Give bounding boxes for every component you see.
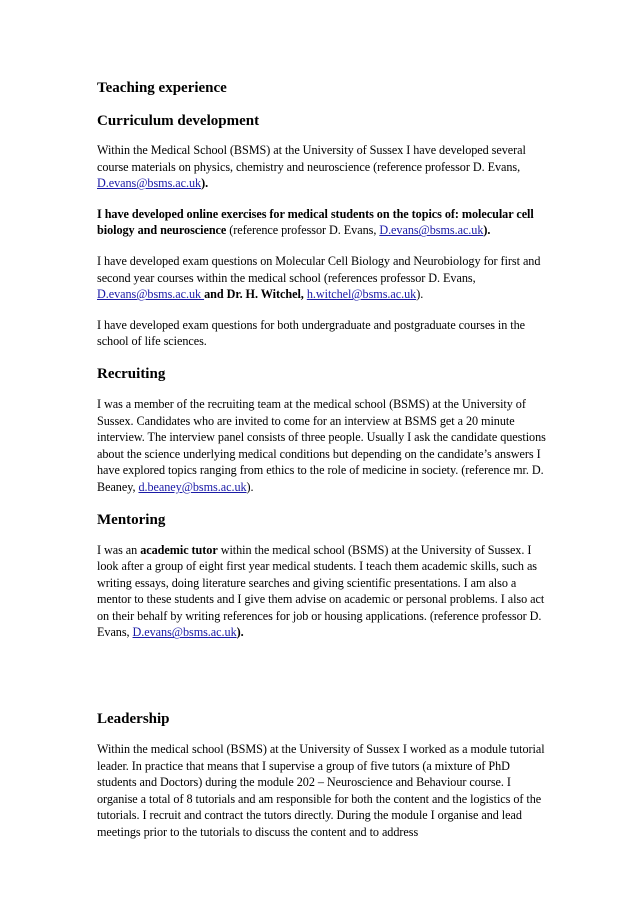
email-link-evans-3[interactable]: D.evans@bsms.ac.uk [97,287,205,302]
recruiting-heading: Recruiting [97,365,166,382]
leadership-paragraph: Within the medical school (BSMS) at the University of Sussex I worked as a module tutorial leader. In practice that means that I supervise a group of five tutors (a mixture of PhD students and Doctors) during the module 202 – Neuroscience and Behaviour course. I organise a total of 8 tutorials and am responsible for both the content and the logistics of the tutorials. I recruit and contract the tutors directly. During the module I organise and lead meetings prior to the tutorials to discuss the content and to address [97,742,545,840]
email-link-evans-1[interactable]: D.evans@bsms.ac.uk [97,176,202,191]
curriculum-p1-end: ). [201,176,209,191]
curriculum-paragraph-1 [97,142,547,192]
curriculum-p2-text: (reference professor D. Evans, [226,223,380,238]
email-link-evans-2[interactable]: D.evans@bsms.ac.uk [379,223,484,238]
curriculum-paragraph-4: I have developed exam questions for both undergraduate and postgraduate courses in the school of life sciences. [97,317,525,349]
mentoring-end: ). [236,625,244,640]
curriculum-paragraph-3 [97,253,547,303]
email-link-witchel[interactable]: h.witchel@bsms.ac.uk [306,287,417,302]
email-link-evans-4[interactable]: D.evans@bsms.ac.uk [132,625,237,640]
curriculum-p3-text: I have developed exam questions on Molecular Cell Biology and Neurobiology for first and second year courses within the medical school (references professor D. Evans, [97,253,541,285]
recruiting-paragraph [97,396,547,496]
mentoring-text: within the medical school (BSMS) at the University of Sussex. I look after a group of eight first year medical students. I teach them academic skills, such as writing essays, doing literature searches and giving scientific presentations. I am also a mentor to these students and I give them advise on academic or personal problems. I also act on their behalf by writing references for job or housing applications. (reference professor D. Evans, [97,542,545,640]
mentoring-pre: I was an [97,542,141,557]
mentoring-bold: academic tutor [140,542,218,557]
leadership-heading: Leadership [97,711,170,728]
curriculum-p3-bold: and Dr. H. Witchel, [204,287,307,302]
recruiting-end: ). [246,479,254,494]
curriculum-p2-bold: I have developed online exercises for medical students on the topics of: molecular cell biology and neuroscience [97,206,534,238]
page-title: Teaching experience [97,80,227,96]
email-link-beaney[interactable]: d.beaney@bsms.ac.uk [138,479,247,494]
curriculum-paragraph-2 [97,206,547,239]
document-page [97,78,547,855]
recruiting-text: I was a member of the recruiting team at the medical school (BSMS) at the University of Sussex. Candidates who are invited to come for an interview at BSMS get a 20 minute interview. The interview panel consists of three people. Usually I ask the candidate questions about the science underlying medical conditions but depending on the candidate’s answers I have explored topics ranging from ethics to the role of medicine in society. (reference mr. D. Beaney, [97,396,546,494]
mentoring-heading: Mentoring [97,511,166,528]
section-spacer [97,655,547,709]
mentoring-paragraph [97,542,547,642]
curriculum-p3-end: ). [416,287,424,302]
curriculum-p2-end: ). [483,223,491,238]
curriculum-heading: Curriculum development [97,113,260,129]
curriculum-p1-text: Within the Medical School (BSMS) at the University of Sussex I have developed several course materials on physics, chemistry and neuroscience (reference professor D. Evans, [97,143,526,174]
